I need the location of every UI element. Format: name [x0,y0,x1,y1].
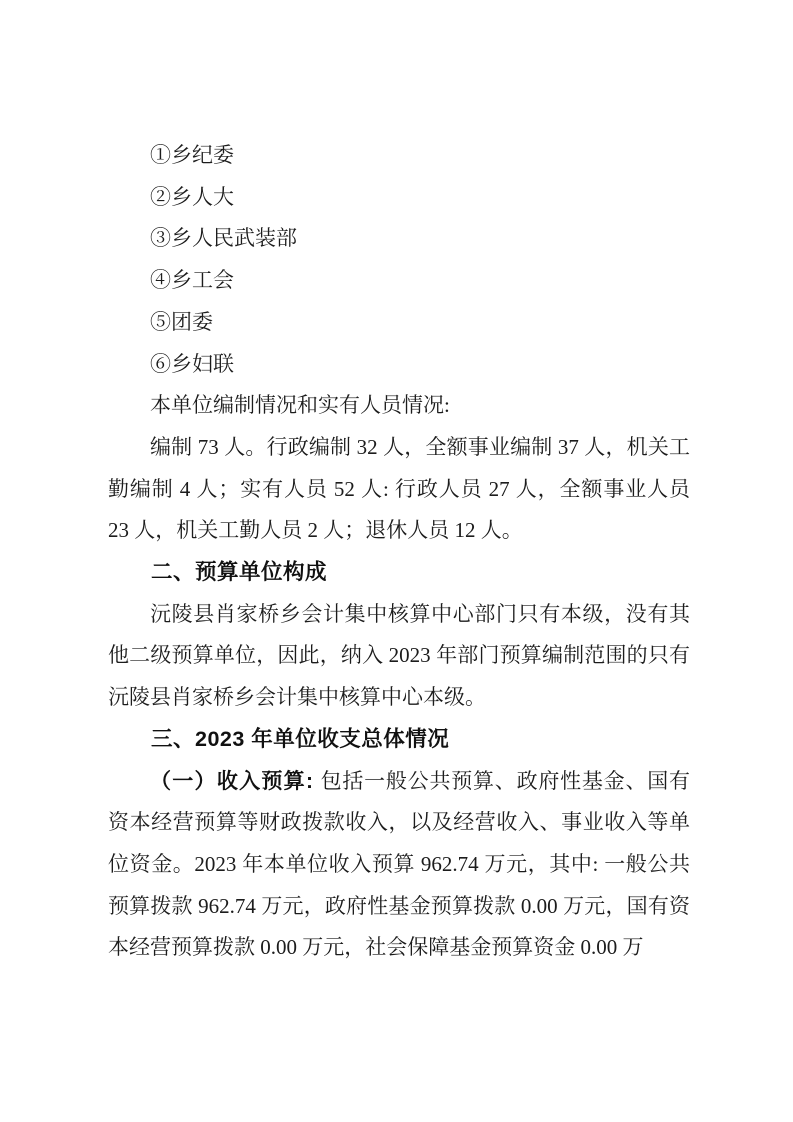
org-list-item-4: ④乡工会 [150,268,234,293]
income-budget-lead: （一）收入预算: [150,769,321,793]
budget-unit-composition-paragraph: 沅陵县肖家桥乡会计集中核算中心部门只有本级，没有其他二级预算单位，因此，纳入 2023 年部门预算编制范围的只有沅陵县肖家桥乡会计集中核算中心本级。 [108,601,690,710]
document-content [108,135,690,969]
section-heading-budget-unit-composition: 二、预算单位构成 [151,560,328,585]
staffing-intro-paragraph: 本单位编制情况和实有人员情况: [150,393,450,418]
org-list-item-5: ⑤团委 [150,309,213,334]
staffing-detail-paragraph: 编制 73 人。行政编制 32 人，全额事业编制 37 人，机关工勤编制 4 人；实有人员 52 人: 行政人员 27 人，全额事业人员 23 人，机关工勤人员 2 人；退休人员 12 人。 [108,434,690,543]
org-list-item-6: ⑥乡妇联 [150,351,234,376]
org-list-item-1: ①乡纪委 [150,143,234,167]
org-list-item-3: ③乡人民武装部 [150,226,297,251]
section-heading-2023-overall-income-expense: 三、2023 年单位收支总体情况 [151,726,450,751]
income-budget-paragraph [108,761,690,970]
income-budget-body: 包括一般公共预算、政府性基金、国有资本经营预算等财政拨款收入，以及经营收入、事业收入等单位资金。2023 年本单位收入预算 962.74 万元，其中: 一般公共预算拨款 962.74 万元，政府性基金预算拨款 0.00 万元，国有资本经营预算拨款 0.00 万元，社会保障基金预算资金 0.00 万 [108,768,691,960]
org-list-item-2: ②乡人大 [150,184,234,209]
